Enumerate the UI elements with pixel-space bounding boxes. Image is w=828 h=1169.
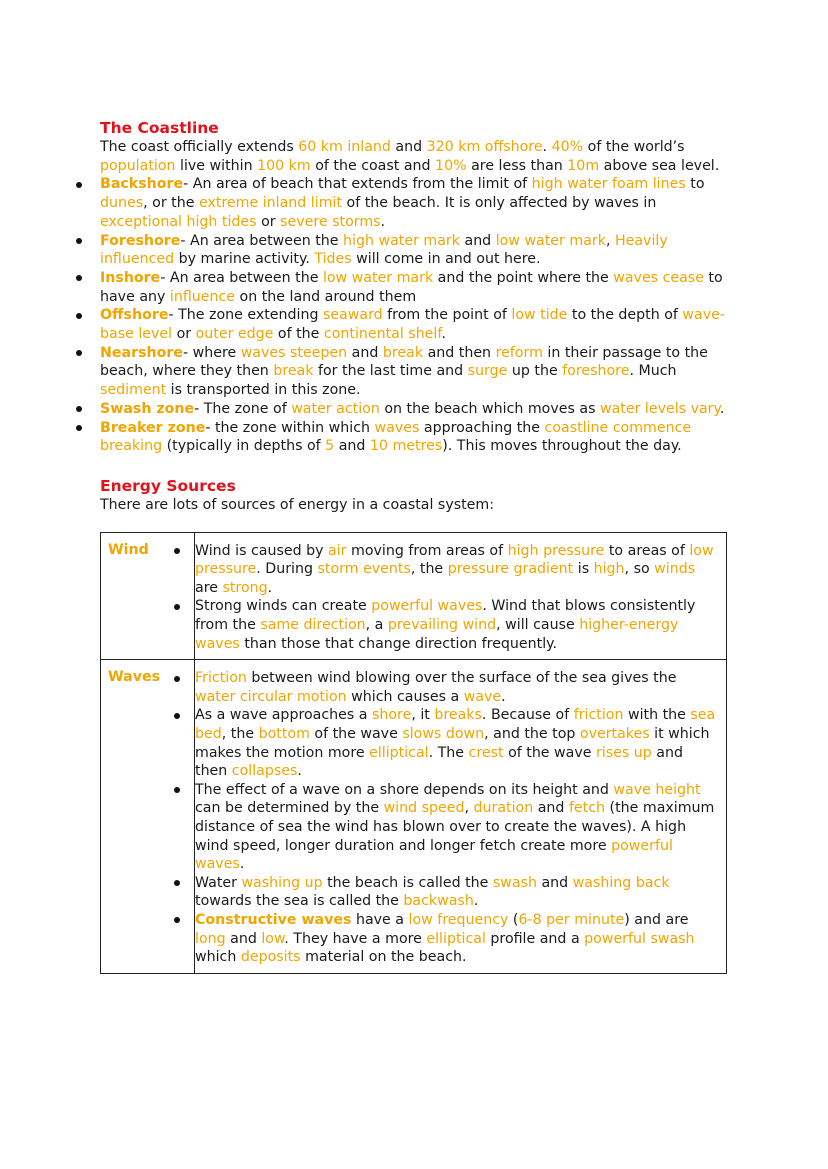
text-run: . During bbox=[256, 561, 318, 578]
text-run: live within bbox=[175, 157, 258, 174]
text-run: . Because of bbox=[481, 707, 574, 724]
text-run: . bbox=[473, 893, 479, 910]
text-run: and bbox=[347, 344, 383, 361]
highlighted-term: 6-8 per minute bbox=[518, 911, 625, 928]
text-run: up the bbox=[507, 363, 563, 380]
highlighted-term: winds bbox=[654, 561, 696, 578]
highlighted-term: Heavily influenced bbox=[100, 232, 668, 268]
highlighted-term: sediment bbox=[100, 382, 167, 399]
text-run: from the point of bbox=[382, 307, 512, 324]
key-term: Breaker zone bbox=[100, 419, 206, 436]
key-term: Offshore bbox=[100, 307, 169, 324]
text-run: of the beach. It is only affected by waves in bbox=[342, 195, 657, 212]
text-run: and then bbox=[423, 344, 496, 361]
highlighted-term: higher-energy waves bbox=[195, 617, 679, 652]
list-item-offshore bbox=[100, 306, 730, 343]
list-item bbox=[195, 911, 718, 967]
highlighted-term: water circular motion bbox=[195, 688, 347, 705]
text-run: moving from areas of bbox=[346, 542, 508, 559]
highlighted-term: wave height bbox=[613, 781, 701, 798]
text-run: , the bbox=[221, 726, 259, 742]
key-term: Nearshore bbox=[100, 344, 183, 361]
text-run: of the coast and bbox=[310, 157, 436, 174]
highlighted-term: wave-base level bbox=[100, 307, 725, 343]
highlighted-term: 60 km inland bbox=[298, 139, 391, 155]
bullet-icon bbox=[76, 313, 82, 319]
key-term: Backshore bbox=[100, 176, 184, 193]
text-run: . bbox=[542, 139, 552, 155]
text-run: . bbox=[267, 579, 273, 596]
highlighted-term: crest bbox=[468, 744, 504, 761]
text-run: (the maximum distance of sea the wind has blown over to create the waves). A high wind speed, longer duration and longer fetch create more bbox=[195, 800, 715, 854]
highlighted-term: low pressure bbox=[195, 542, 714, 578]
highlighted-term: bottom bbox=[258, 726, 310, 742]
text-run: to bbox=[685, 176, 705, 193]
text-run: the beach is called the bbox=[322, 874, 493, 891]
text-run: . Wind that blows consistently from the bbox=[195, 598, 696, 634]
bullet-icon bbox=[76, 350, 82, 356]
text-run: above sea level. bbox=[599, 157, 720, 174]
text-run: - the zone within which bbox=[205, 419, 375, 436]
highlighted-term: waves bbox=[374, 419, 420, 436]
text-run: and bbox=[533, 800, 569, 817]
text-run: . bbox=[441, 326, 446, 343]
text-run: of the world’s bbox=[583, 139, 685, 155]
list-item-breaker-zone bbox=[100, 419, 730, 456]
text-run: of the wave bbox=[503, 744, 596, 761]
text-run: and then bbox=[195, 744, 683, 780]
bullet-icon bbox=[174, 676, 180, 682]
list-item-backshore bbox=[100, 175, 730, 231]
highlighted-term: water action bbox=[291, 400, 380, 417]
highlighted-term: coastline commence breaking bbox=[100, 419, 692, 455]
highlighted-term: low tide bbox=[511, 307, 568, 324]
text-run: to the depth of bbox=[567, 307, 683, 324]
text-run: of the bbox=[273, 326, 324, 343]
text-run: which causes a bbox=[346, 688, 464, 705]
text-run: , a bbox=[365, 617, 388, 634]
highlighted-term: 5 bbox=[325, 438, 335, 455]
text-run: or bbox=[172, 326, 196, 343]
text-run: and bbox=[390, 139, 427, 155]
highlighted-term: storm events bbox=[317, 561, 411, 578]
highlighted-term: slows down bbox=[402, 726, 485, 742]
key-term: Constructive waves bbox=[195, 911, 352, 928]
highlighted-term: waves steepen bbox=[240, 344, 348, 361]
text-run: and bbox=[334, 438, 370, 455]
row-content-wind bbox=[195, 532, 727, 660]
highlighted-term: shore bbox=[371, 707, 412, 724]
text-run: ). This moves throughout the day. bbox=[442, 438, 682, 455]
text-run: Wind is caused by bbox=[195, 542, 329, 559]
highlighted-term: sea bed bbox=[195, 707, 716, 742]
text-run: is bbox=[573, 561, 594, 578]
highlighted-term: fetch bbox=[568, 800, 606, 817]
text-run: , or the bbox=[143, 195, 199, 212]
energy-intro: There are lots of sources of energy in a coastal system: bbox=[100, 496, 495, 513]
highlighted-term: exceptional high tides bbox=[100, 213, 257, 230]
highlighted-term: low frequency bbox=[408, 911, 509, 928]
text-run: towards the sea is called the bbox=[195, 893, 404, 910]
highlighted-term: low bbox=[261, 930, 285, 947]
highlighted-term: pressure gradient bbox=[447, 561, 574, 578]
text-run: Water bbox=[195, 874, 242, 891]
text-run: , it bbox=[411, 707, 435, 724]
highlighted-term: breaks bbox=[434, 707, 482, 724]
row-label-wind: Wind bbox=[101, 532, 195, 660]
highlighted-term: washing back bbox=[572, 874, 670, 891]
highlighted-term: powerful waves bbox=[195, 837, 673, 873]
highlighted-term: duration bbox=[473, 800, 534, 817]
highlighted-term: powerful swash bbox=[584, 930, 695, 947]
text-run: for the last time and bbox=[313, 363, 468, 380]
text-run: - where bbox=[182, 344, 241, 361]
text-run: ( bbox=[508, 911, 519, 928]
row-content-waves bbox=[195, 660, 727, 974]
text-run: . bbox=[239, 856, 245, 873]
text-run: which bbox=[195, 949, 241, 966]
highlighted-term: Friction bbox=[195, 670, 247, 687]
bullet-icon bbox=[76, 182, 82, 188]
text-run: to areas of bbox=[604, 542, 690, 559]
highlighted-term: collapses bbox=[231, 763, 298, 780]
row-label-waves: Waves bbox=[101, 660, 195, 974]
highlighted-term: influence bbox=[169, 288, 236, 305]
text-run: it which makes the motion more bbox=[195, 726, 710, 761]
page-content bbox=[100, 118, 730, 974]
text-run: , bbox=[605, 232, 615, 249]
text-run: and bbox=[225, 930, 262, 947]
text-run: and bbox=[459, 232, 496, 249]
text-run: have a bbox=[351, 911, 409, 928]
text-run: - The zone of bbox=[194, 400, 292, 417]
text-run: , so bbox=[624, 561, 655, 578]
highlighted-term: prevailing wind bbox=[387, 617, 497, 634]
highlighted-term: air bbox=[328, 542, 347, 559]
wind-bullet-list bbox=[195, 542, 718, 654]
list-item bbox=[195, 542, 718, 598]
text-run: between wind blowing over the surface of the sea gives the bbox=[246, 670, 677, 687]
coastline-zone-list bbox=[100, 175, 730, 456]
text-run: . bbox=[501, 688, 506, 705]
highlighted-term: strong bbox=[222, 579, 268, 596]
waves-bullet-list bbox=[195, 669, 718, 967]
highlighted-term: extreme inland limit bbox=[198, 195, 343, 212]
text-run: . bbox=[380, 213, 386, 230]
text-run: approaching the bbox=[419, 419, 545, 436]
text-run: can be determined by the bbox=[195, 800, 384, 817]
list-item bbox=[195, 706, 718, 780]
highlighted-term: low water mark bbox=[322, 269, 434, 286]
text-run: will come in and out here. bbox=[351, 251, 541, 268]
section-spacer bbox=[100, 456, 730, 476]
highlighted-term: population bbox=[100, 157, 176, 174]
key-term: Foreshore bbox=[100, 232, 181, 249]
text-run: Strong winds can create bbox=[195, 598, 372, 615]
text-run: . bbox=[719, 400, 725, 417]
highlighted-term: high water foam lines bbox=[531, 176, 686, 193]
key-term: Inshore bbox=[100, 269, 161, 286]
highlighted-term: wave bbox=[463, 688, 502, 705]
highlighted-term: surge bbox=[467, 363, 508, 380]
text-run: , and the top bbox=[484, 726, 580, 742]
text-run: , the bbox=[410, 561, 448, 578]
text-run: by marine activity. bbox=[174, 251, 315, 268]
list-item bbox=[195, 874, 718, 911]
list-item-inshore bbox=[100, 269, 730, 306]
list-item-swash-zone bbox=[100, 400, 730, 419]
text-run: - The zone extending bbox=[168, 307, 323, 324]
highlighted-term: powerful waves bbox=[371, 598, 483, 615]
text-run: of the wave bbox=[309, 726, 403, 742]
highlighted-term: same direction bbox=[260, 617, 366, 634]
highlighted-term: 40% bbox=[551, 139, 584, 155]
text-run: - An area between the bbox=[160, 269, 323, 286]
text-run: on the beach which moves as bbox=[379, 400, 600, 417]
highlighted-term: overtakes bbox=[579, 726, 650, 742]
text-run: or bbox=[256, 213, 281, 230]
highlighted-term: 10% bbox=[435, 157, 467, 174]
table-row-wind bbox=[101, 532, 727, 660]
highlighted-term: water levels vary bbox=[600, 400, 720, 417]
highlighted-term: 320 km offshore bbox=[426, 139, 543, 155]
highlighted-term: 100 km bbox=[257, 157, 311, 174]
bullet-icon bbox=[76, 238, 82, 244]
highlighted-term: long bbox=[195, 930, 226, 947]
highlighted-term: washing up bbox=[241, 874, 323, 891]
text-run: . bbox=[297, 763, 302, 780]
highlighted-term: elliptical bbox=[426, 930, 486, 947]
text-run: to have any bbox=[100, 269, 723, 305]
section-title-energy: Energy Sources bbox=[100, 476, 236, 495]
section-title-coastline: The Coastline bbox=[100, 119, 219, 137]
text-run: on the land around them bbox=[235, 288, 417, 305]
text-run: (typically in depths of bbox=[162, 438, 326, 455]
list-item-foreshore bbox=[100, 232, 730, 269]
highlighted-term: elliptical bbox=[369, 744, 429, 761]
list-item bbox=[195, 669, 718, 706]
highlighted-term: 10 metres bbox=[369, 438, 443, 455]
bullet-icon bbox=[174, 604, 180, 610]
highlighted-term: high bbox=[593, 561, 625, 578]
text-run: in their passage to the beach, where they then bbox=[100, 344, 708, 380]
text-run: . Much bbox=[629, 363, 677, 380]
highlighted-term: break bbox=[382, 344, 424, 361]
text-run: than those that change direction frequently. bbox=[239, 635, 558, 652]
highlighted-term: low water mark bbox=[495, 232, 606, 249]
key-term: Swash zone bbox=[100, 400, 195, 417]
highlighted-term: high pressure bbox=[507, 542, 605, 559]
highlighted-term: dunes bbox=[100, 195, 144, 212]
text-run: - An area of beach that extends from the limit of bbox=[183, 176, 532, 193]
highlighted-term: reform bbox=[495, 344, 543, 361]
text-run: , bbox=[464, 800, 474, 817]
highlighted-term: continental shelf bbox=[323, 326, 442, 343]
list-item bbox=[195, 597, 718, 653]
highlighted-term: high water mark bbox=[343, 232, 460, 249]
highlighted-term: outer edge bbox=[195, 326, 274, 343]
text-run: and the point where the bbox=[433, 269, 614, 286]
text-run: ) and are bbox=[624, 911, 689, 928]
bullet-icon bbox=[174, 713, 180, 719]
bullet-icon bbox=[76, 406, 82, 412]
table-row-waves bbox=[101, 660, 727, 974]
text-run: - An area between the bbox=[180, 232, 344, 249]
text-run: The effect of a wave on a shore depends on its height and bbox=[195, 781, 614, 798]
text-run: . The bbox=[428, 744, 469, 761]
list-item-nearshore bbox=[100, 344, 730, 400]
text-run: , will cause bbox=[496, 617, 580, 634]
highlighted-term: severe storms bbox=[280, 213, 381, 230]
text-run: are less than bbox=[466, 157, 568, 174]
highlighted-term: backwash bbox=[403, 893, 474, 910]
bullet-icon bbox=[76, 275, 82, 281]
list-item bbox=[195, 781, 718, 874]
highlighted-term: 10m bbox=[567, 157, 600, 174]
highlighted-term: rises up bbox=[595, 744, 652, 761]
highlighted-term: foreshore bbox=[562, 363, 630, 380]
text-run: profile and a bbox=[485, 930, 585, 947]
text-run: . They have a more bbox=[284, 930, 427, 947]
highlighted-term: Tides bbox=[314, 251, 352, 268]
highlighted-term: deposits bbox=[240, 949, 301, 966]
highlighted-term: wind speed bbox=[383, 800, 465, 817]
text-run: and bbox=[536, 874, 573, 891]
highlighted-term: swash bbox=[492, 874, 537, 891]
bullet-icon bbox=[76, 425, 82, 431]
text-run: is transported in this zone. bbox=[166, 382, 361, 399]
coastline-intro bbox=[100, 138, 730, 175]
energy-sources-table bbox=[100, 532, 727, 974]
text-run: material on the beach. bbox=[300, 949, 467, 966]
highlighted-term: waves cease bbox=[613, 269, 704, 286]
highlighted-term: seaward bbox=[322, 307, 383, 324]
text-run: are bbox=[195, 579, 223, 596]
highlighted-term: friction bbox=[573, 707, 624, 724]
highlighted-term: break bbox=[273, 363, 314, 380]
text-run: The coast officially extends bbox=[100, 139, 299, 155]
text-run: with the bbox=[623, 707, 691, 724]
text-run: As a wave approaches a bbox=[195, 707, 372, 724]
